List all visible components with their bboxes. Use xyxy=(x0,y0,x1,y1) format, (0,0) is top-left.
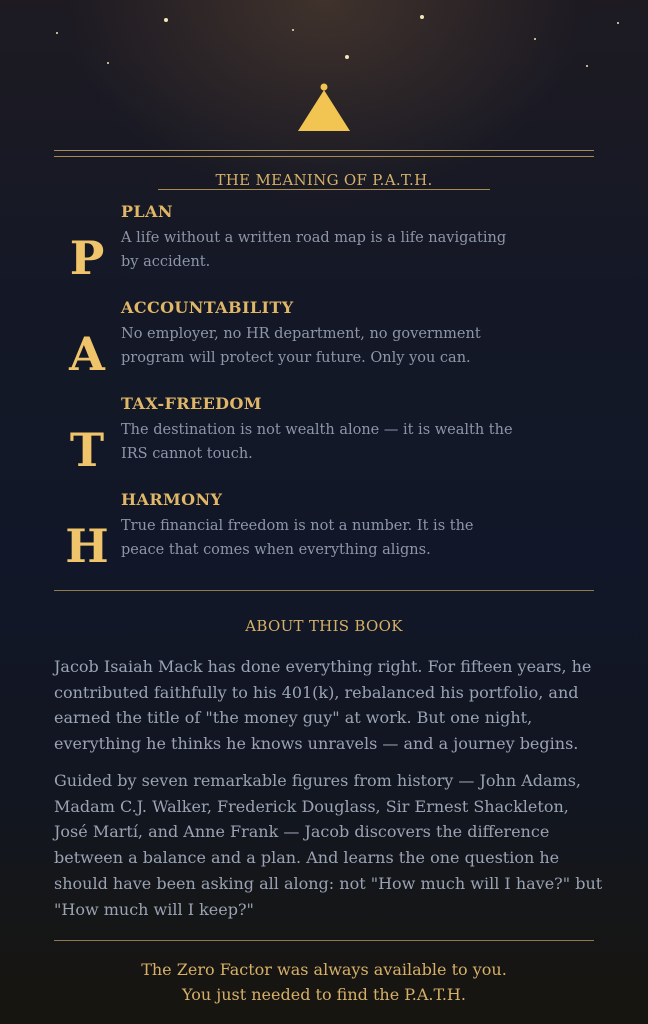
closing-line-2: You just needed to find the P.A.T.H. xyxy=(182,985,466,1004)
path-letter: A xyxy=(69,327,105,381)
path-description: No employer, no HR department, no government program will protect your future. Only you can. xyxy=(121,326,481,366)
star-icon xyxy=(164,18,168,22)
path-letter: P xyxy=(69,231,105,285)
path-item-harmony xyxy=(0,490,648,580)
path-heading: HARMONY xyxy=(121,490,223,509)
header-divider xyxy=(54,150,594,157)
star-icon xyxy=(107,62,109,64)
path-description: A life without a written road map is a life navigating by accident. xyxy=(121,230,507,270)
about-paragraph: Guided by seven remarkable figures from history — John Adams, Madam C.J. Walker, Frederick Douglass, Sir Ernest Shackleton, José Martí, and Anne Frank — Jacob discovers the difference between a balance and a plan. And learns the one question he should have been asking all along: not "How much will I have?" but "How much will I keep?" xyxy=(54,771,603,919)
star-icon xyxy=(56,32,58,34)
star-icon xyxy=(586,65,588,67)
path-description: True financial freedom is not a number. It is the peace that comes when everything aligns. xyxy=(121,518,474,558)
closing-tagline xyxy=(0,957,648,1007)
closing-divider xyxy=(54,940,594,941)
path-heading: ACCOUNTABILITY xyxy=(121,298,294,317)
path-heading: TAX-FREEDOM xyxy=(121,394,262,413)
path-heading: PLAN xyxy=(121,202,173,221)
star-icon xyxy=(534,38,536,40)
path-description: The destination is not wealth alone — it is wealth the IRS cannot touch. xyxy=(121,422,513,462)
about-title: ABOUT THIS BOOK xyxy=(245,617,403,635)
path-item-accountability xyxy=(0,298,648,388)
path-item-tax-freedom xyxy=(0,394,648,484)
meaning-title: THE MEANING OF P.A.T.H. xyxy=(215,171,433,189)
section-divider xyxy=(54,590,594,591)
star-icon xyxy=(345,55,349,59)
star-icon xyxy=(420,15,424,19)
about-paragraph: Jacob Isaiah Mack has done everything right. For fifteen years, he contributed faithfully to his 401(k), rebalanced his portfolio, and earned the title of "the money guy" at work. But one night, everything he thinks he knows unravels — and a journey begins. xyxy=(54,657,592,754)
star-icon xyxy=(292,29,294,31)
pyramid-icon xyxy=(298,83,350,131)
meaning-title-underline xyxy=(158,189,490,190)
path-letter: T xyxy=(69,423,105,477)
closing-line-1: The Zero Factor was always available to you. xyxy=(141,960,507,979)
star-icon xyxy=(617,22,619,24)
path-letter: H xyxy=(65,519,109,573)
path-item-plan xyxy=(0,202,648,292)
